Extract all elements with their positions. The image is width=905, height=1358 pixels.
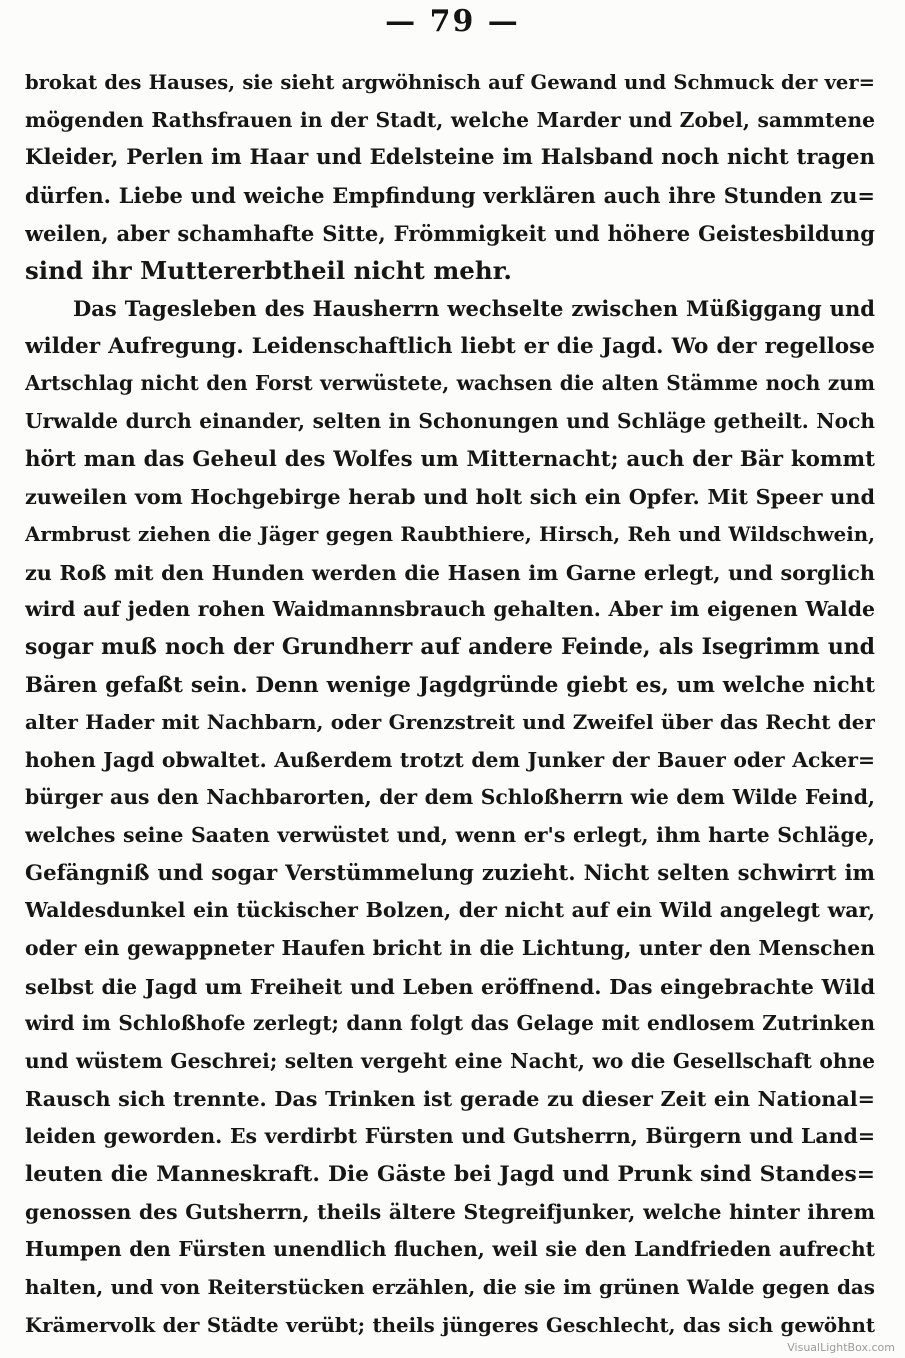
text-line: Bären gefaßt sein. Denn wenige Jagdgründe giebt es, um welche nicht bbox=[25, 672, 875, 698]
text-line: Armbrust ziehen die Jäger gegen Raubthiere, Hirsch, Reh und Wildschwein, bbox=[25, 521, 875, 546]
text-line: brokat des Hauses, sie sieht argwöhnisch auf Gewand und Schmuck der ver= bbox=[25, 71, 875, 94]
text-line: dürfen. Liebe und weiche Empfindung verklären auch ihre Stunden zu= bbox=[25, 182, 875, 208]
text-line: wilder Aufregung. Leidenschaftlich liebt er die Jagd. Wo der regellose bbox=[25, 333, 875, 359]
text-line: zu Roß mit den Hunden werden die Hasen im Garne erlegt, und sorglich bbox=[25, 559, 875, 585]
text-line: genossen des Gutsherrn, theils ältere Stegreifjunker, welche hinter ihrem bbox=[25, 1199, 875, 1224]
text-line: bürger aus den Nachbarorten, der dem Schloßherrn wie dem Wilde Feind, bbox=[25, 785, 875, 810]
text-line: Gefängniß und sogar Verstümmelung zuzieht. Nicht selten schwirrt im bbox=[25, 860, 875, 886]
text-line: sogar muß noch der Grundherr auf andere Feinde, als Isegrimm und bbox=[25, 633, 875, 660]
text-line: weilen, aber schamhafte Sitte, Frömmigkeit und höhere Geistesbildung bbox=[25, 220, 875, 246]
text-line: und wüstem Geschrei; selten vergeht eine Nacht, wo die Gesellschaft ohne bbox=[25, 1049, 875, 1074]
text-line: Waldesdunkel ein tückischer Bolzen, der nicht auf ein Wild angelegt war, bbox=[25, 898, 875, 923]
paragraph-end-line: sind ihr Muttererbtheil nicht mehr. bbox=[25, 256, 512, 286]
text-line: wird im Schloßhofe zerlegt; dann folgt das Gelage mit endlosem Zutrinken bbox=[25, 1011, 875, 1036]
text-line: halten, und von Reiterstücken erzählen, die sie im grünen Walde gegen das bbox=[25, 1275, 875, 1299]
text-line: Urwalde durch einander, selten in Schonungen und Schläge getheilt. Noch bbox=[25, 408, 875, 433]
text-line: oder ein gewappneter Haufen bricht in die Lichtung, unter den Menschen bbox=[25, 936, 875, 961]
text-line: leiden geworden. Es verdirbt Fürsten und Gutsherrn, Bürgern und Land= bbox=[25, 1124, 875, 1149]
text-line: mögenden Rathsfrauen in der Stadt, welche Marder und Zobel, sammtene bbox=[25, 107, 875, 132]
text-line: Krämervolk der Städte verübt; theils jüngeres Geschlecht, das sich gewöhnt bbox=[25, 1312, 875, 1337]
text-line: welches seine Saaten verwüstet und, wenn er's erlegt, ihm harte Schläge, bbox=[25, 823, 875, 848]
text-line: Kleider, Perlen im Haar und Edelsteine im Halsband noch nicht tragen bbox=[25, 145, 875, 171]
text-line: Artschlag nicht den Forst verwüstete, wachsen die alten Stämme noch zum bbox=[25, 371, 875, 396]
text-line: selbst die Jagd um Freiheit und Leben eröffnend. Das eingebrachte Wild bbox=[25, 973, 875, 999]
text-line: Rausch sich trennte. Das Trinken ist gerade zu dieser Zeit ein National= bbox=[25, 1086, 875, 1111]
body-text bbox=[25, 64, 875, 1344]
text-line: alter Hader mit Nachbarn, oder Grenzstreit und Zweifel über das Recht der bbox=[25, 710, 875, 735]
text-line: hört man das Geheul des Wolfes um Mitternacht; auch der Bär kommt bbox=[25, 446, 875, 472]
paragraph-start-line: Das Tagesleben des Hausherrn wechselte zwischen Müßiggang und bbox=[73, 295, 875, 321]
text-line: wird auf jeden rohen Waidmannsbrauch gehalten. Aber im eigenen Walde bbox=[25, 597, 875, 622]
page-number: — 79 — bbox=[385, 4, 520, 39]
text-line: leuten die Manneskraft. Die Gäste bei Jagd und Prunk sind Standes= bbox=[25, 1162, 875, 1188]
text-line: Humpen den Fürsten unendlich fluchen, weil sie den Landfrieden aufrecht bbox=[25, 1237, 875, 1262]
text-line: hohen Jagd obwaltet. Außerdem trotzt dem Junker der Bauer oder Acker= bbox=[25, 747, 875, 772]
watermark: VisualLightBox.com bbox=[787, 1341, 895, 1354]
text-line: zuweilen vom Hochgebirge herab und holt sich ein Opfer. Mit Speer und bbox=[25, 484, 875, 510]
